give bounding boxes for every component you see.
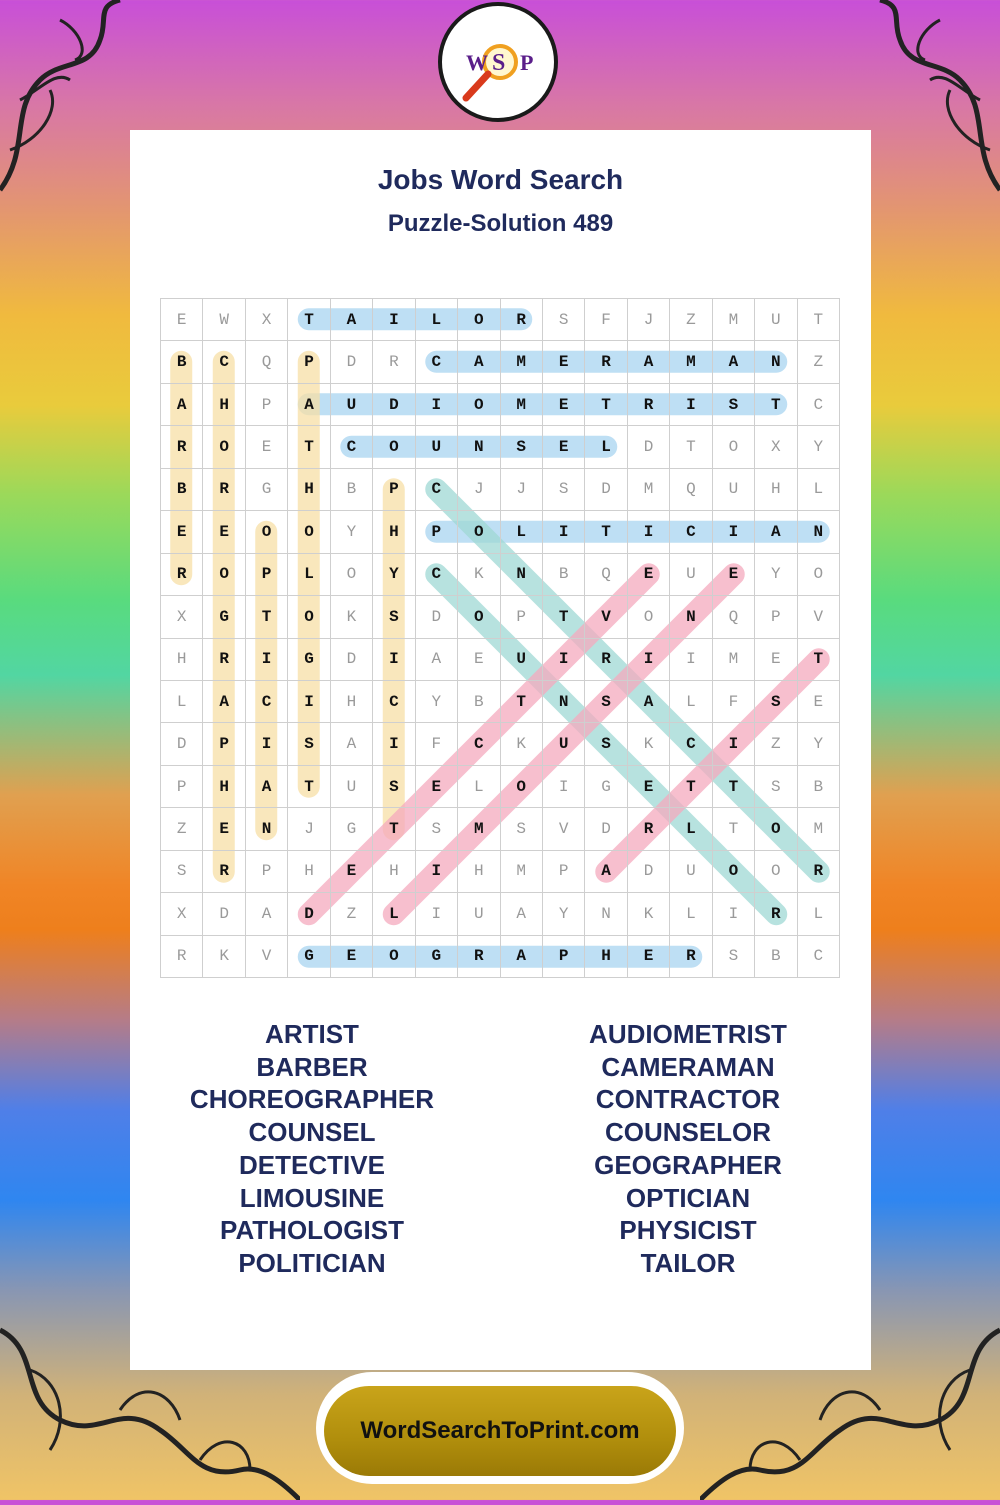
grid-cell[interactable]: B xyxy=(458,681,500,723)
grid-cell[interactable]: Y xyxy=(331,511,373,553)
grid-cell[interactable]: O xyxy=(755,851,797,893)
word-list-item: PHYSICIST xyxy=(619,1215,757,1246)
grid-cell[interactable]: A xyxy=(246,766,288,808)
grid-cell[interactable]: L xyxy=(501,511,543,553)
grid-cell[interactable]: R xyxy=(203,469,245,511)
grid-cell[interactable]: S xyxy=(543,469,585,511)
grid-cell[interactable]: L xyxy=(798,893,840,935)
grid-cell[interactable]: E xyxy=(628,766,670,808)
grid-cell[interactable]: N xyxy=(670,596,712,638)
page-subtitle: Puzzle-Solution 489 xyxy=(387,210,614,237)
grid-cell[interactable]: H xyxy=(373,511,415,553)
grid-cell[interactable]: K xyxy=(501,723,543,765)
grid-cell[interactable]: S xyxy=(713,936,755,978)
grid-cell[interactable]: S xyxy=(288,723,330,765)
grid-cell[interactable]: P xyxy=(246,851,288,893)
grid-cell[interactable]: U xyxy=(543,723,585,765)
grid-cell[interactable]: M xyxy=(798,808,840,850)
grid-cell[interactable]: A xyxy=(585,851,627,893)
grid-cell[interactable]: E xyxy=(798,681,840,723)
grid-cell[interactable]: L xyxy=(373,893,415,935)
grid-cell[interactable]: N xyxy=(798,511,840,553)
grid-cell[interactable]: J xyxy=(628,299,670,341)
grid-cell[interactable]: U xyxy=(458,893,500,935)
grid-cell[interactable]: H xyxy=(203,384,245,426)
grid-cell[interactable]: N xyxy=(501,554,543,596)
grid-cell[interactable]: N xyxy=(585,893,627,935)
word-list-item: COUNSEL xyxy=(248,1117,376,1148)
word-list-item: CONTRACTOR xyxy=(595,1084,781,1115)
grid-cell[interactable]: O xyxy=(288,596,330,638)
grid-cell[interactable]: R xyxy=(203,851,245,893)
grid-cell[interactable]: O xyxy=(501,766,543,808)
grid-cell[interactable]: I xyxy=(416,851,458,893)
grid-cell[interactable]: O xyxy=(458,299,500,341)
grid-cell[interactable]: G xyxy=(246,469,288,511)
grid-cell[interactable]: T xyxy=(755,384,797,426)
ornament-top-right xyxy=(860,0,1000,200)
grid-cell[interactable]: E xyxy=(161,299,203,341)
grid-cell[interactable]: D xyxy=(331,639,373,681)
grid-cell[interactable]: G xyxy=(416,936,458,978)
grid-cell[interactable]: R xyxy=(161,554,203,596)
grid-cell[interactable]: U xyxy=(416,426,458,468)
grid-cell[interactable]: O xyxy=(755,808,797,850)
grid-cell[interactable]: B xyxy=(543,554,585,596)
grid-cell[interactable]: R xyxy=(585,639,627,681)
grid-cell[interactable]: E xyxy=(713,554,755,596)
grid-cell[interactable]: Q xyxy=(713,596,755,638)
grid-cell[interactable]: R xyxy=(501,299,543,341)
grid-cell[interactable]: D xyxy=(585,469,627,511)
grid-cell[interactable]: E xyxy=(543,426,585,468)
grid-cell[interactable]: G xyxy=(203,596,245,638)
grid-cell[interactable]: H xyxy=(331,681,373,723)
grid-cell[interactable]: Z xyxy=(670,299,712,341)
grid-cell[interactable]: I xyxy=(373,299,415,341)
footer-badge xyxy=(316,1372,684,1484)
grid-cell[interactable]: X xyxy=(161,596,203,638)
grid-cell[interactable]: E xyxy=(755,639,797,681)
grid-cell[interactable]: O xyxy=(246,511,288,553)
grid-cell[interactable]: E xyxy=(203,511,245,553)
grid-cell[interactable]: R xyxy=(628,384,670,426)
grid-cell[interactable]: M xyxy=(713,299,755,341)
grid-cell[interactable]: R xyxy=(161,426,203,468)
grid-cell[interactable]: T xyxy=(585,511,627,553)
grid-cell[interactable]: A xyxy=(458,341,500,383)
grid-cell[interactable]: P xyxy=(501,596,543,638)
grid-cell[interactable]: I xyxy=(416,893,458,935)
grid-cell[interactable]: C xyxy=(458,723,500,765)
grid-cell[interactable]: Y xyxy=(543,893,585,935)
grid-cell[interactable]: M xyxy=(628,469,670,511)
grid-cell[interactable]: K xyxy=(628,893,670,935)
grid-cell[interactable]: P xyxy=(543,936,585,978)
page-title: Jobs Word Search xyxy=(377,164,624,195)
grid-cell[interactable]: D xyxy=(161,723,203,765)
word-list-item: COUNSELOR xyxy=(604,1117,772,1148)
grid-cell[interactable]: H xyxy=(161,639,203,681)
grid-cell[interactable]: T xyxy=(670,766,712,808)
grid-cell[interactable]: M xyxy=(458,808,500,850)
grid-cell[interactable]: P xyxy=(161,766,203,808)
grid-cell[interactable]: S xyxy=(585,723,627,765)
grid-cell[interactable]: U xyxy=(670,554,712,596)
grid-cell[interactable]: E xyxy=(331,936,373,978)
grid-cell[interactable]: Q xyxy=(670,469,712,511)
grid-cell[interactable]: U xyxy=(713,469,755,511)
grid-cell[interactable]: F xyxy=(416,723,458,765)
grid-cell[interactable]: A xyxy=(161,384,203,426)
grid-cell[interactable]: N xyxy=(458,426,500,468)
grid-cell[interactable]: O xyxy=(713,426,755,468)
grid-cell[interactable]: I xyxy=(246,723,288,765)
grid-cell[interactable]: T xyxy=(288,299,330,341)
grid-cell[interactable]: I xyxy=(713,893,755,935)
site-logo xyxy=(438,2,558,122)
grid-cell[interactable]: X xyxy=(161,893,203,935)
ornament-top-left xyxy=(0,0,140,200)
grid-cell[interactable]: Q xyxy=(246,341,288,383)
grid-cell[interactable]: H xyxy=(373,851,415,893)
word-list-item: GEOGRAPHER xyxy=(594,1149,782,1180)
grid-cell[interactable]: O xyxy=(798,554,840,596)
grid-cell[interactable]: D xyxy=(628,426,670,468)
grid-cell[interactable]: O xyxy=(458,511,500,553)
grid-cell[interactable]: T xyxy=(585,384,627,426)
grid-cell[interactable]: O xyxy=(373,426,415,468)
grid-cell[interactable]: B xyxy=(161,469,203,511)
grid-cell[interactable]: A xyxy=(331,723,373,765)
grid-cell[interactable]: E xyxy=(416,766,458,808)
grid-cell[interactable]: E xyxy=(543,341,585,383)
grid-cell[interactable]: I xyxy=(416,384,458,426)
grid-cell[interactable]: P xyxy=(203,723,245,765)
grid-cell[interactable]: L xyxy=(161,681,203,723)
grid-cell[interactable]: M xyxy=(501,384,543,426)
grid-cell[interactable]: L xyxy=(670,893,712,935)
grid-cell[interactable]: M xyxy=(713,639,755,681)
grid-cell[interactable]: T xyxy=(670,426,712,468)
word-list-item: CHOREOGRAPHER xyxy=(189,1084,435,1115)
grid-cell[interactable]: Y xyxy=(416,681,458,723)
grid-cell[interactable]: V xyxy=(585,596,627,638)
grid-cell[interactable]: T xyxy=(288,766,330,808)
grid-cell[interactable]: O xyxy=(203,554,245,596)
grid-cell[interactable]: R xyxy=(670,936,712,978)
grid-cell[interactable]: C xyxy=(670,723,712,765)
grid-cell[interactable]: S xyxy=(755,681,797,723)
grid-cell[interactable]: A xyxy=(288,384,330,426)
grid-cell[interactable]: C xyxy=(416,469,458,511)
word-list-item: POLITICIAN xyxy=(238,1247,386,1278)
grid-cell[interactable]: F xyxy=(585,299,627,341)
grid-cell[interactable]: T xyxy=(288,426,330,468)
grid-cell[interactable]: P xyxy=(246,554,288,596)
word-list-item: AUDIOMETRIST xyxy=(589,1019,787,1049)
grid-cell[interactable]: Z xyxy=(798,341,840,383)
grid-cell[interactable]: G xyxy=(288,936,330,978)
grid-cell[interactable]: O xyxy=(373,936,415,978)
grid-cell[interactable]: I xyxy=(288,681,330,723)
grid-cell[interactable]: R xyxy=(755,893,797,935)
grid-cell[interactable]: R xyxy=(161,936,203,978)
grid-cell[interactable]: P xyxy=(246,384,288,426)
grid-cell[interactable]: B xyxy=(798,766,840,808)
grid-cell[interactable]: T xyxy=(373,808,415,850)
grid-cell[interactable]: I xyxy=(628,639,670,681)
grid-cell[interactable]: T xyxy=(246,596,288,638)
grid-cell[interactable]: S xyxy=(501,808,543,850)
grid-cell[interactable]: B xyxy=(331,469,373,511)
grid-cell[interactable]: L xyxy=(416,299,458,341)
grid-cell[interactable]: A xyxy=(755,511,797,553)
grid-cell[interactable]: K xyxy=(628,723,670,765)
grid-cell[interactable]: S xyxy=(713,384,755,426)
grid-cell[interactable]: O xyxy=(628,596,670,638)
grid-cell[interactable]: O xyxy=(288,511,330,553)
grid-cell[interactable]: H xyxy=(288,469,330,511)
grid-cell[interactable]: I xyxy=(628,511,670,553)
grid-cell[interactable]: C xyxy=(798,936,840,978)
grid-cell[interactable]: R xyxy=(798,851,840,893)
grid-cell[interactable]: C xyxy=(246,681,288,723)
word-list-item: TAILOR xyxy=(640,1247,736,1278)
word-list-item: ARTIST xyxy=(265,1019,359,1049)
grid-cell[interactable]: P xyxy=(288,341,330,383)
grid-cell[interactable]: P xyxy=(755,596,797,638)
grid-cell[interactable]: S xyxy=(585,681,627,723)
grid-cell[interactable]: Z xyxy=(161,808,203,850)
grid-cell[interactable]: U xyxy=(331,766,373,808)
word-search-grid xyxy=(160,298,840,978)
grid-cell[interactable]: A xyxy=(416,639,458,681)
grid-cell[interactable]: I xyxy=(543,511,585,553)
grid-cell[interactable]: I xyxy=(246,639,288,681)
grid-cell[interactable]: D xyxy=(203,893,245,935)
letter-grid xyxy=(160,298,840,978)
grid-cell[interactable]: F xyxy=(713,681,755,723)
grid-cell[interactable]: E xyxy=(628,554,670,596)
grid-cell[interactable]: U xyxy=(755,299,797,341)
grid-cell[interactable]: V xyxy=(798,596,840,638)
grid-cell[interactable]: S xyxy=(416,808,458,850)
grid-cell[interactable]: I xyxy=(670,639,712,681)
grid-cell[interactable]: O xyxy=(458,596,500,638)
grid-cell[interactable]: A xyxy=(246,893,288,935)
grid-cell[interactable]: C xyxy=(203,341,245,383)
grid-cell[interactable]: U xyxy=(331,384,373,426)
grid-cell[interactable]: O xyxy=(203,426,245,468)
grid-cell[interactable]: L xyxy=(458,766,500,808)
word-list-item: DETECTIVE xyxy=(239,1149,385,1180)
grid-cell[interactable]: O xyxy=(713,851,755,893)
grid-cell[interactable]: R xyxy=(203,639,245,681)
grid-cell[interactable]: S xyxy=(373,596,415,638)
grid-cell[interactable]: V xyxy=(543,808,585,850)
grid-cell[interactable]: P xyxy=(543,851,585,893)
grid-cell[interactable]: R xyxy=(628,808,670,850)
grid-cell[interactable]: I xyxy=(373,639,415,681)
grid-cell[interactable]: J xyxy=(458,469,500,511)
grid-cell[interactable]: P xyxy=(373,469,415,511)
grid-cell[interactable]: E xyxy=(331,851,373,893)
grid-cell[interactable]: E xyxy=(203,808,245,850)
svg-text:P: P xyxy=(520,50,534,75)
word-list-left xyxy=(152,1018,472,1280)
grid-cell[interactable]: Z xyxy=(331,893,373,935)
grid-cell[interactable]: P xyxy=(416,511,458,553)
grid-cell[interactable]: H xyxy=(288,851,330,893)
grid-cell[interactable]: X xyxy=(246,299,288,341)
grid-cell[interactable]: T xyxy=(713,808,755,850)
grid-cell[interactable]: D xyxy=(331,341,373,383)
grid-cell[interactable]: A xyxy=(203,681,245,723)
grid-cell[interactable]: K xyxy=(331,596,373,638)
grid-cell[interactable]: C xyxy=(798,384,840,426)
grid-cell[interactable]: Y xyxy=(755,554,797,596)
grid-cell[interactable]: D xyxy=(585,808,627,850)
grid-cell[interactable]: N xyxy=(246,808,288,850)
grid-cell[interactable]: Q xyxy=(585,554,627,596)
grid-cell[interactable]: J xyxy=(288,808,330,850)
grid-cell[interactable]: O xyxy=(331,554,373,596)
grid-cell[interactable]: T xyxy=(501,681,543,723)
grid-cell[interactable]: J xyxy=(501,469,543,511)
grid-cell[interactable]: E xyxy=(458,639,500,681)
grid-cell[interactable]: C xyxy=(670,511,712,553)
site-link[interactable]: WordSearchToPrint.com xyxy=(324,1386,676,1476)
grid-cell[interactable]: A xyxy=(628,681,670,723)
grid-cell[interactable]: A xyxy=(501,936,543,978)
grid-cell[interactable]: E xyxy=(543,384,585,426)
grid-cell[interactable]: C xyxy=(373,681,415,723)
grid-cell[interactable]: E xyxy=(628,936,670,978)
grid-cell[interactable]: E xyxy=(246,426,288,468)
grid-cell[interactable]: T xyxy=(543,596,585,638)
grid-cell[interactable]: T xyxy=(798,299,840,341)
grid-cell[interactable]: R xyxy=(585,341,627,383)
grid-cell[interactable]: A xyxy=(331,299,373,341)
grid-cell[interactable]: B xyxy=(161,341,203,383)
word-list-item: CAMERAMAN xyxy=(601,1051,775,1082)
grid-cell[interactable]: L xyxy=(670,808,712,850)
word-list-right xyxy=(528,1018,848,1280)
grid-cell[interactable]: C xyxy=(331,426,373,468)
grid-cell[interactable]: H xyxy=(458,851,500,893)
grid-cell[interactable]: Y xyxy=(798,426,840,468)
grid-cell[interactable]: H xyxy=(755,469,797,511)
grid-cell[interactable]: B xyxy=(755,936,797,978)
grid-cell[interactable]: M xyxy=(501,341,543,383)
magnifier-logo-icon xyxy=(448,12,548,112)
grid-cell[interactable]: I xyxy=(713,723,755,765)
grid-cell[interactable]: T xyxy=(798,639,840,681)
grid-cell[interactable]: L xyxy=(288,554,330,596)
grid-cell[interactable]: O xyxy=(458,384,500,426)
grid-cell[interactable]: I xyxy=(670,384,712,426)
puzzle-card xyxy=(130,130,871,1370)
grid-cell[interactable]: V xyxy=(246,936,288,978)
grid-cell[interactable]: N xyxy=(543,681,585,723)
grid-cell[interactable]: H xyxy=(203,766,245,808)
grid-cell[interactable]: M xyxy=(670,341,712,383)
word-list-item: PATHOLOGIST xyxy=(220,1215,404,1246)
grid-cell[interactable]: D xyxy=(288,893,330,935)
grid-cell[interactable]: S xyxy=(755,766,797,808)
grid-cell[interactable]: U xyxy=(670,851,712,893)
grid-cell[interactable]: W xyxy=(203,299,245,341)
grid-cell[interactable]: G xyxy=(288,639,330,681)
word-list-item: OPTICIAN xyxy=(625,1182,751,1213)
grid-cell[interactable]: E xyxy=(161,511,203,553)
grid-cell[interactable]: A xyxy=(713,341,755,383)
grid-cell[interactable]: R xyxy=(458,936,500,978)
grid-cell[interactable]: S xyxy=(501,426,543,468)
word-list-item: LIMOUSINE xyxy=(239,1182,385,1213)
grid-cell[interactable]: C xyxy=(416,341,458,383)
grid-cell[interactable]: L xyxy=(585,426,627,468)
grid-cell[interactable]: G xyxy=(585,766,627,808)
grid-cell[interactable]: I xyxy=(543,766,585,808)
grid-cell[interactable]: M xyxy=(501,851,543,893)
grid-cell[interactable]: D xyxy=(373,384,415,426)
grid-cell[interactable]: I xyxy=(713,511,755,553)
grid-cell[interactable]: T xyxy=(713,766,755,808)
grid-cell[interactable]: N xyxy=(755,341,797,383)
grid-cell[interactable]: R xyxy=(373,341,415,383)
word-list-item: BARBER xyxy=(256,1051,368,1082)
grid-cell[interactable]: D xyxy=(416,596,458,638)
grid-cell[interactable]: Z xyxy=(755,723,797,765)
grid-cell[interactable]: K xyxy=(203,936,245,978)
grid-cell[interactable]: U xyxy=(501,639,543,681)
grid-cell[interactable]: Y xyxy=(798,723,840,765)
grid-cell[interactable]: K xyxy=(458,554,500,596)
grid-cell[interactable]: I xyxy=(543,639,585,681)
svg-text:S: S xyxy=(492,50,506,76)
grid-cell[interactable]: X xyxy=(755,426,797,468)
grid-cell[interactable]: Y xyxy=(373,554,415,596)
grid-cell[interactable]: A xyxy=(628,341,670,383)
grid-cell[interactable]: S xyxy=(543,299,585,341)
grid-cell[interactable]: D xyxy=(628,851,670,893)
grid-cell[interactable]: S xyxy=(161,851,203,893)
svg-text:W: W xyxy=(466,50,488,75)
grid-cell[interactable]: H xyxy=(585,936,627,978)
grid-cell[interactable]: I xyxy=(373,723,415,765)
grid-cell[interactable]: S xyxy=(373,766,415,808)
grid-cell[interactable]: A xyxy=(501,893,543,935)
grid-cell[interactable]: L xyxy=(670,681,712,723)
grid-cell[interactable]: L xyxy=(798,469,840,511)
grid-cell[interactable]: C xyxy=(416,554,458,596)
grid-cell[interactable]: G xyxy=(331,808,373,850)
